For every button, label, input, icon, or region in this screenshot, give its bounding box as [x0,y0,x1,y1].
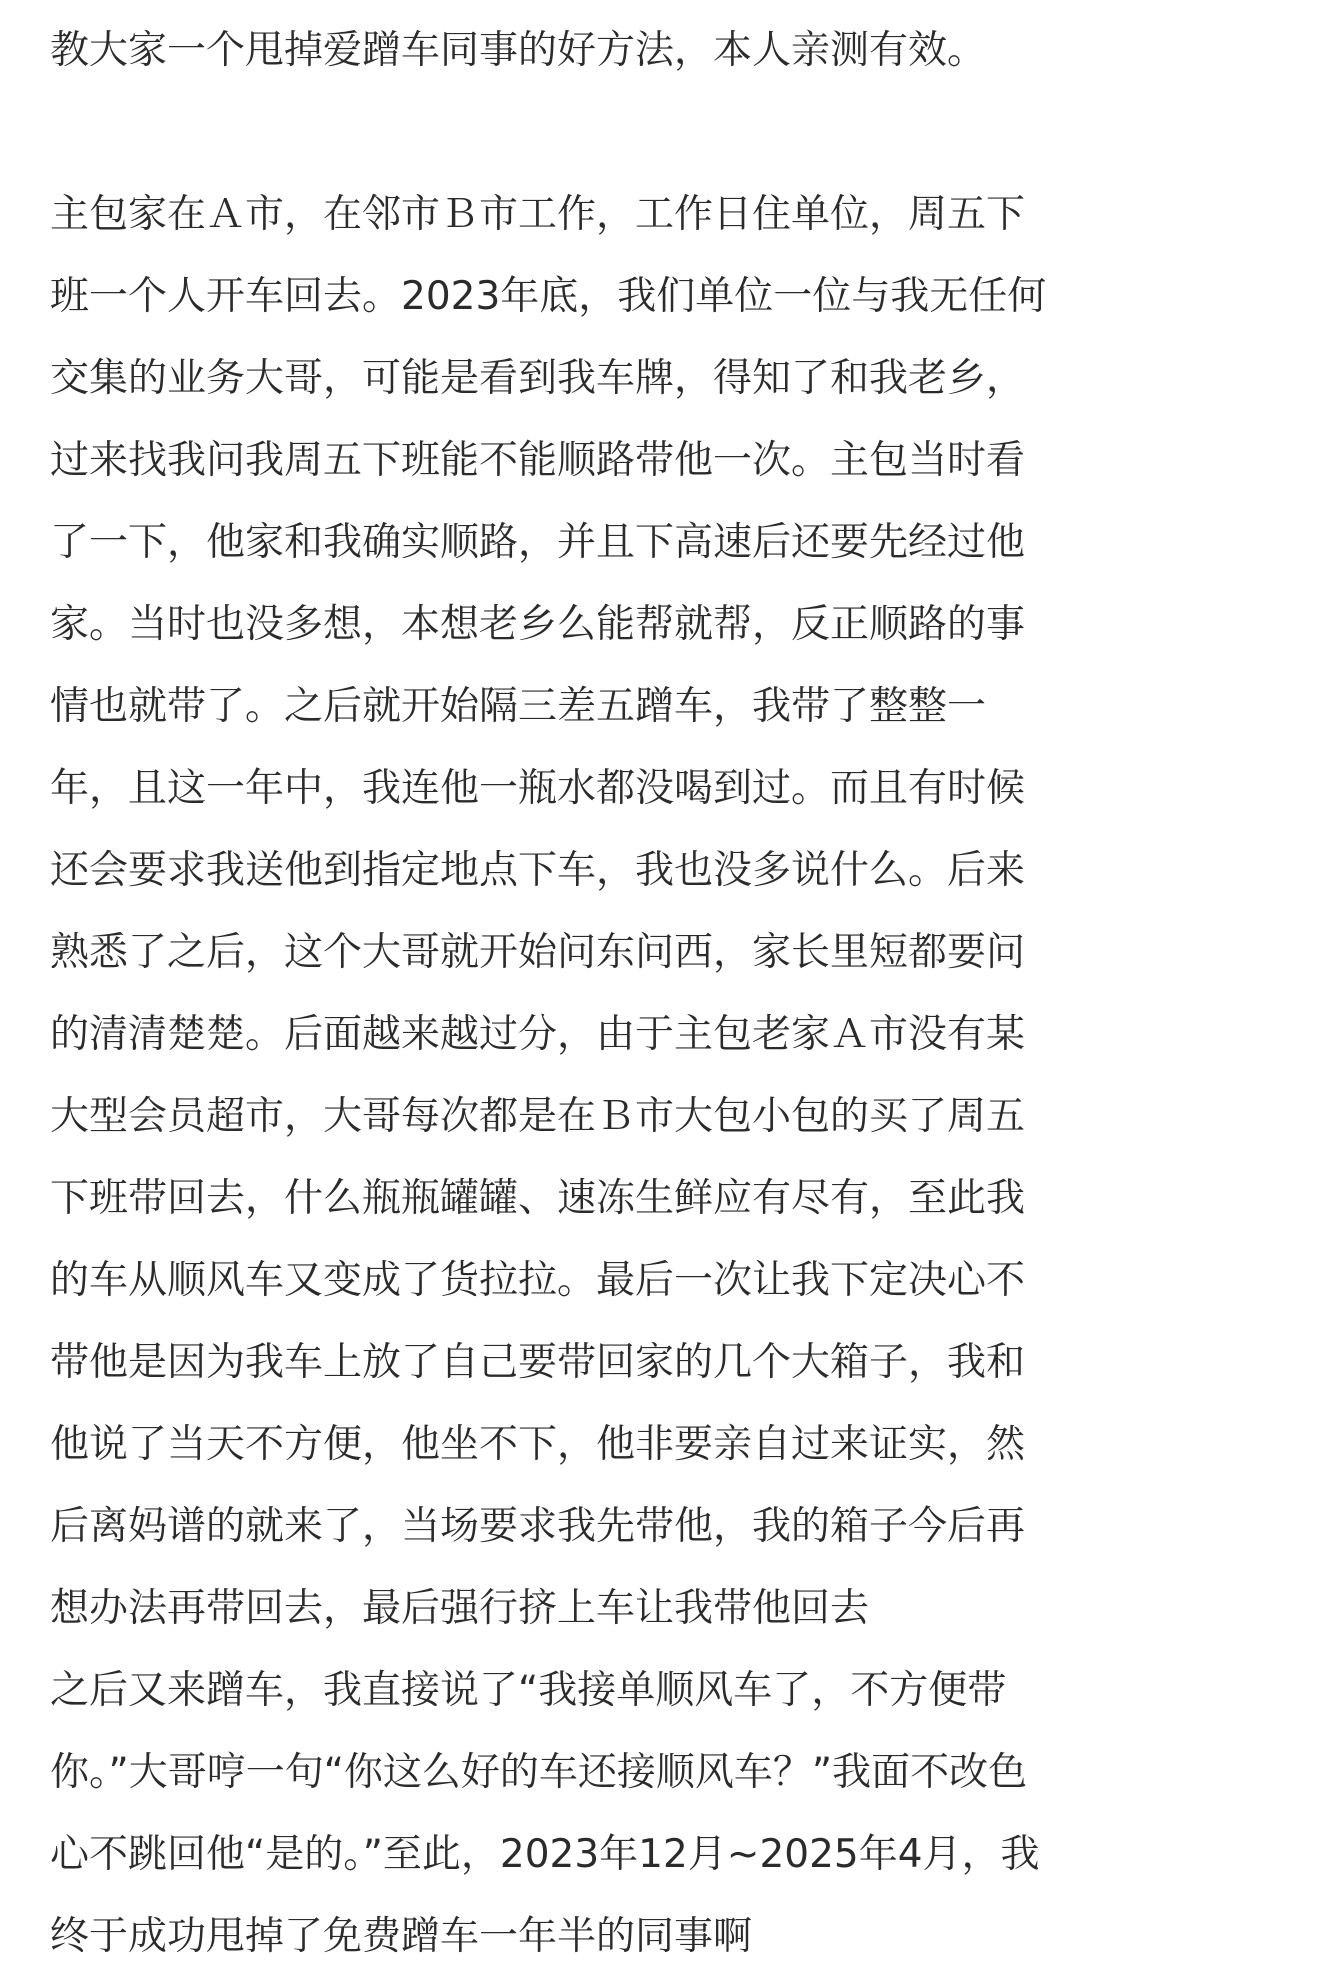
post-content [50,10,1290,1978]
text-line: 交集的业务大哥，可能是看到我车牌，得知了和我老乡， [50,356,1026,401]
text-line: 的车从顺风车又变成了货拉拉。最后一次让我下定决心不 [50,1258,1026,1303]
post-body [50,174,1290,1978]
text-line: 下班带回去，什么瓶瓶罐罐、速冻生鲜应有尽有，至此我 [50,1176,1026,1221]
text-line: 熟悉了之后，这个大哥就开始问东问西，家长里短都要问 [50,930,1026,975]
text-line: 带他是因为我车上放了自己要带回家的几个大箱子，我和 [50,1340,1026,1385]
text-line: 后离妈谱的就来了，当场要求我先带他，我的箱子今后再 [50,1504,1026,1549]
text-line: 之后又来蹭车，我直接说了“我接单顺风车了，不方便带 [50,1668,1007,1713]
text-line: 你。”大哥哼一句“你这么好的车还接顺风车？”我面不改色 [50,1750,1028,1795]
text-line: 终于成功甩掉了免费蹭车一年半的同事啊 [50,1914,753,1959]
text-line: 想办法再带回去，最后强行挤上车让我带他回去 [50,1586,870,1631]
text-line: 大型会员超市，大哥每次都是在Ｂ市大包小包的买了周五 [50,1094,1026,1139]
text-line: 过来找我问我周五下班能不能顺路带他一次。主包当时看 [50,438,1026,483]
text-line: 他说了当天不方便，他坐不下，他非要亲自过来证实，然 [50,1422,1026,1467]
text-line: 心不跳回他“是的。”至此，2023年12月~2025年4月，我 [50,1832,1040,1877]
paragraph-gap [50,92,1290,174]
text-line: 了一下，他家和我确实顺路，并且下高速后还要先经过他 [50,520,1026,565]
text-line: 还会要求我送他到指定地点下车，我也没多说什么。后来 [50,848,1026,893]
text-line: 家。当时也没多想，本想老乡么能帮就帮，反正顺路的事 [50,602,1026,647]
text-line: 班一个人开车回去。2023年底，我们单位一位与我无任何 [50,274,1047,319]
text-line: 情也就带了。之后就开始隔三差五蹭车，我带了整整一 [50,684,987,729]
text-line: 的清清楚楚。后面越来越过分，由于主包老家Ａ市没有某 [50,1012,1026,1057]
text-line: 主包家在Ａ市，在邻市Ｂ市工作，工作日住单位，周五下 [50,192,1026,237]
text-line: 年，且这一年中，我连他一瓶水都没喝到过。而且有时候 [50,766,1026,811]
post-intro-line: 教大家一个甩掉爱蹭车同事的好方法，本人亲测有效。 [50,28,987,73]
